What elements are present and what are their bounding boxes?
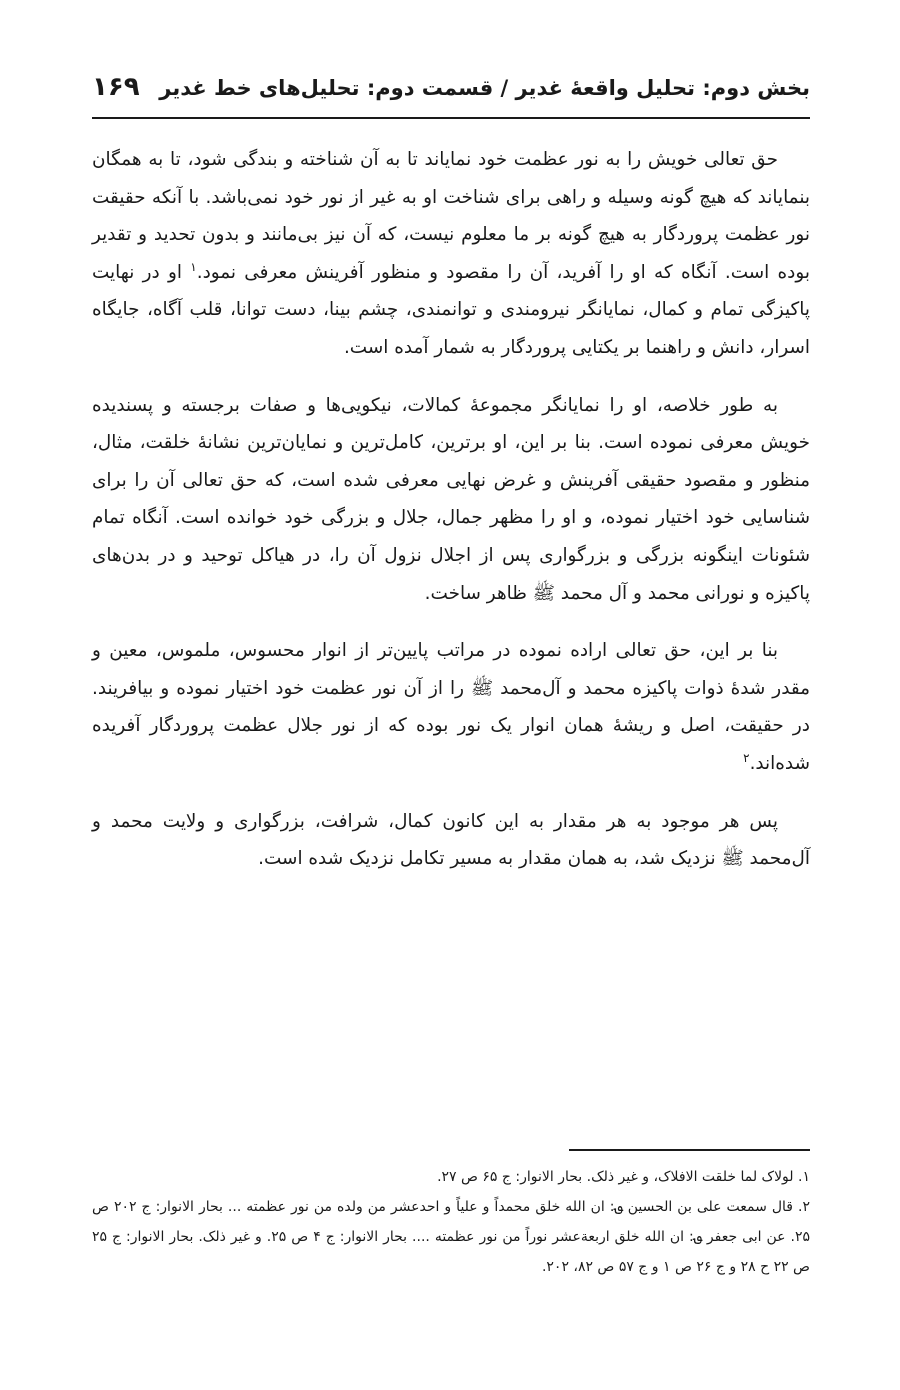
body-text	[92, 141, 810, 898]
page-header	[92, 72, 810, 112]
running-title: بخش دوم: تحلیل واقعهٔ غدیر / قسمت دوم: تحلیل‌های خط غدیر	[159, 76, 810, 100]
footnote-reference-2[interactable]: ۲	[743, 750, 750, 765]
paragraph-4	[92, 803, 810, 878]
footnote-2: ۲. قال سمعت علی بن الحسین ؈: ان الله خلق محمداً و علیاً و احدعشر من ولده من نور عظمته ... بحار الانوار: ج ۲۰۲ ص ۲۵. عن ابی جعفر ؈: ان الله خلق اربعةعشر نوراً من نور عظمته .... بحار الانوار: ج ۴ ص ۲۵. و غیر ذلک. بحار الانوار: ج ۲۵ ص ۲۲ ح ۲۸ و ج ۲۶ ص ۱ و ج ۵۷ ص ۸۲، ۲۰۲.	[92, 1199, 811, 1275]
paragraph-text: او در نهایت پاکیزگی تمام و کمال، نمایانگر نیرومندی و توانمندی، چشم بینا، دست توانا، قلب آگاه، جایگاه اسرار، دانش و راهنما بر یکتایی پروردگار به شمار آمده است.	[92, 261, 810, 358]
footnote-reference-1[interactable]: ۱	[190, 259, 197, 274]
paragraph-text: حق تعالی خویش را به نور عظمت خود نمایاند تا به آن شناخته و بندگی شود، تا به همگان بنمایاند که هیچ گونه وسیله و راهی برای شناخت او به غیر از نور خود نمی‌باشد. با آنکه حقیقت نور عظمت پروردگار به هیچ گونه بر ما معلوم نیست، که آن نیز بی‌مانند و بدون تحدید و تقدیر بوده است. آنگاه که او را آفرید، آن را مقصود و منظور آفرینش معرفی نمود.	[92, 149, 810, 283]
header-divider	[92, 117, 810, 119]
footnote-1: ۱. لولاک لما خلقت الافلاک، و غیر ذلک. بحار الانوار: ج ۶۵ ص ۲۷.	[437, 1169, 810, 1185]
page-number: ۱۶۹	[92, 72, 140, 102]
footnote-divider	[569, 1149, 810, 1151]
paragraph-2	[92, 387, 810, 613]
paragraph-text: به طور خلاصه، او را نمایانگر مجموعهٔ کمالات، نیکویی‌ها و صفات برجسته و پسندیده خویش معرفی نموده است. بنا بر این، او برترین، کامل‌ترین و نمایان‌ترین نشانهٔ خلقت، مثال، منظور و مقصود حقیقی آفرینش و غرض نهایی معرفی شده است، که حق تعالی آن را برای شناسایی خود اختیار نموده، و او را مظهر جمال، جلال و بزرگی خود خوانده است. آنگاه تمام شئونات اینگونه بزرگی و بزرگواری پس از اجلال نزول آن را، در هیاکل توحید و در بدن‌های پاکیزه و نورانی محمد و آل محمد ﷺ ظاهر ساخت.	[92, 394, 810, 604]
paragraph-3	[92, 632, 810, 782]
footnotes	[92, 1162, 810, 1282]
paragraph-text: بنا بر این، حق تعالی اراده نموده در مراتب پایین‌تر از انوار محسوس، ملموس، معین و مقدر شدهٔ ذوات پاکیزه محمد و آل‌محمد ﷺ را از آن نور عظمت خود اختیار نموده و بیافریند. در حقیقت، اصل و ریشهٔ همان انوار یک نور بوده که از نور جلال عظمت پروردگار آفریده شده‌اند.	[92, 640, 810, 774]
paragraph-text: پس هر موجود به هر مقدار به این کانون کمال، شرافت، بزرگواری و ولایت محمد و آل‌محمد ﷺ نزدیک شد، به همان مقدار به مسیر تکامل نزدیک شده است.	[92, 810, 810, 870]
paragraph-1	[92, 141, 810, 367]
